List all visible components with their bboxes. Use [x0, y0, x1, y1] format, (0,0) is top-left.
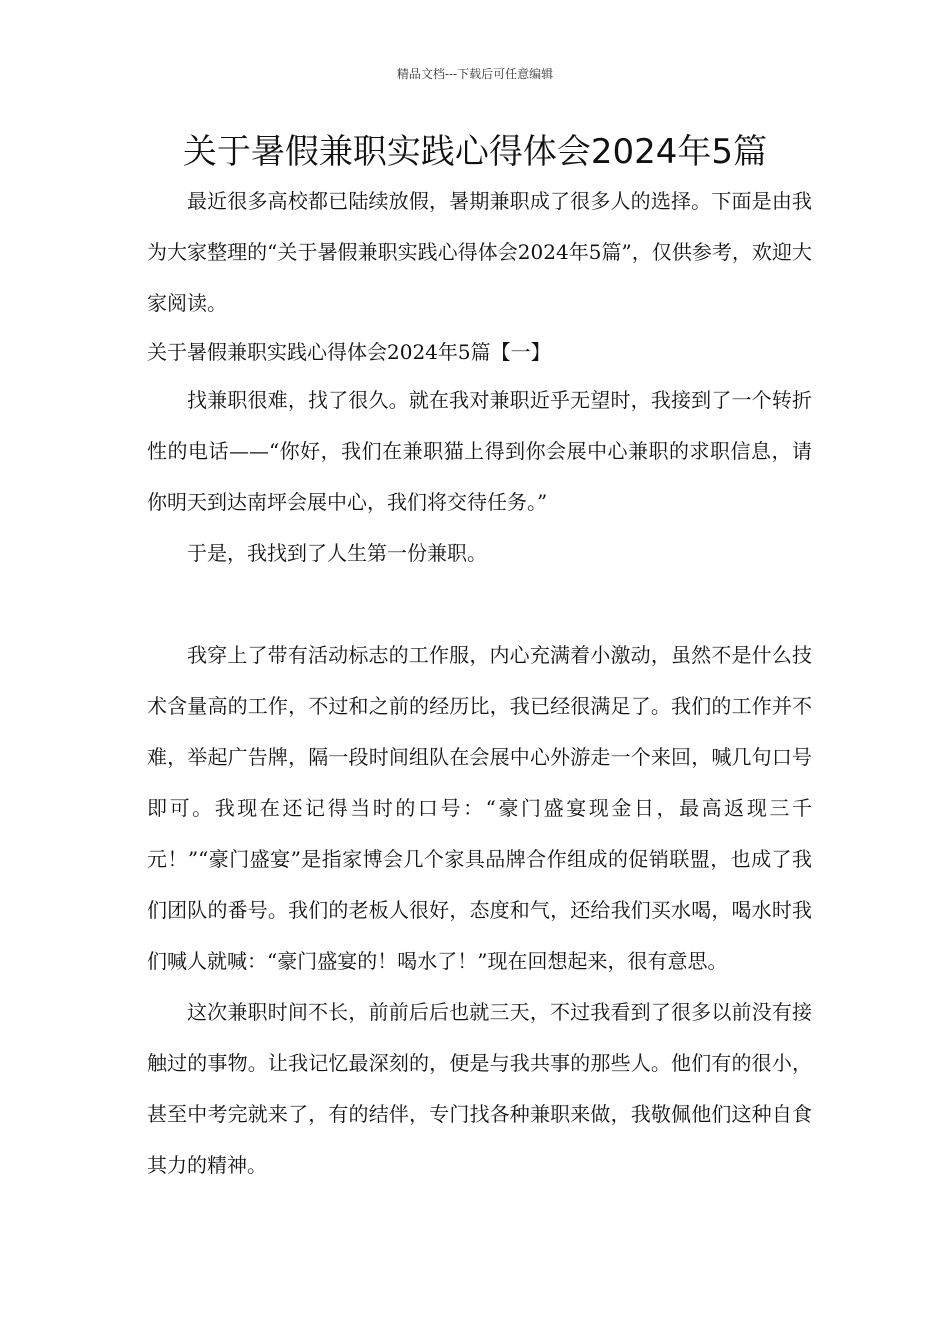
- section-heading: 关于暑假兼职实践心得体会2024年5篇【一】: [147, 340, 551, 364]
- intro-paragraph: 最近很多高校都已陆续放假，暑期兼职成了很多人的选择。下面是由我为大家整理的“关于暑假兼职实践心得体会2024年5篇”，仅供参考，欢迎大家阅读。: [147, 189, 812, 315]
- body-paragraph: 我穿上了带有活动标志的工作服，内心充满着小激动，虽然不是什么技术含量高的工作，不过和之前的经历比，我已经很满足了。我们的工作并不难，举起广告牌，隔一段时间组队在会展中心外游走一个来回，喊几句口号即可。我现在还记得当时的口号：“豪门盛宴现金日，最高返现三千元！”“豪门盛宴”是指家博会几个家具品牌合作组成的促销联盟，也成了我们团队的番号。我们的老板人很好，态度和气，还给我们买水喝，喝水时我们喊人就喊：“豪门盛宴的！喝水了！”现在回想起来，很有意思。: [147, 643, 812, 973]
- paragraph-spacer: [147, 579, 812, 630]
- page-header: 精品文档---下载后可任意编辑: [396, 67, 554, 81]
- document-title: 关于暑假兼职实践心得体会2024年5篇: [182, 132, 768, 172]
- document-body: [147, 176, 812, 1191]
- body-paragraph: 这次兼职时间不长，前前后后也就三天，不过我看到了很多以前没有接触过的事物。让我记忆最深刻的，便是与我共事的那些人。他们有的很小，甚至中考完就来了，有的结伴，专门找各种兼职来做，我敬佩他们这种自食其力的精神。: [147, 1000, 812, 1177]
- body-paragraph: 找兼职很难，找了很久。就在我对兼职近乎无望时，我接到了一个转折性的电话——“你好，我们在兼职猫上得到你会展中心兼职的求职信息，请你明天到达南坪会展中心，我们将交待任务。”: [147, 388, 812, 514]
- body-paragraph: 于是，我找到了人生第一份兼职。: [187, 541, 487, 565]
